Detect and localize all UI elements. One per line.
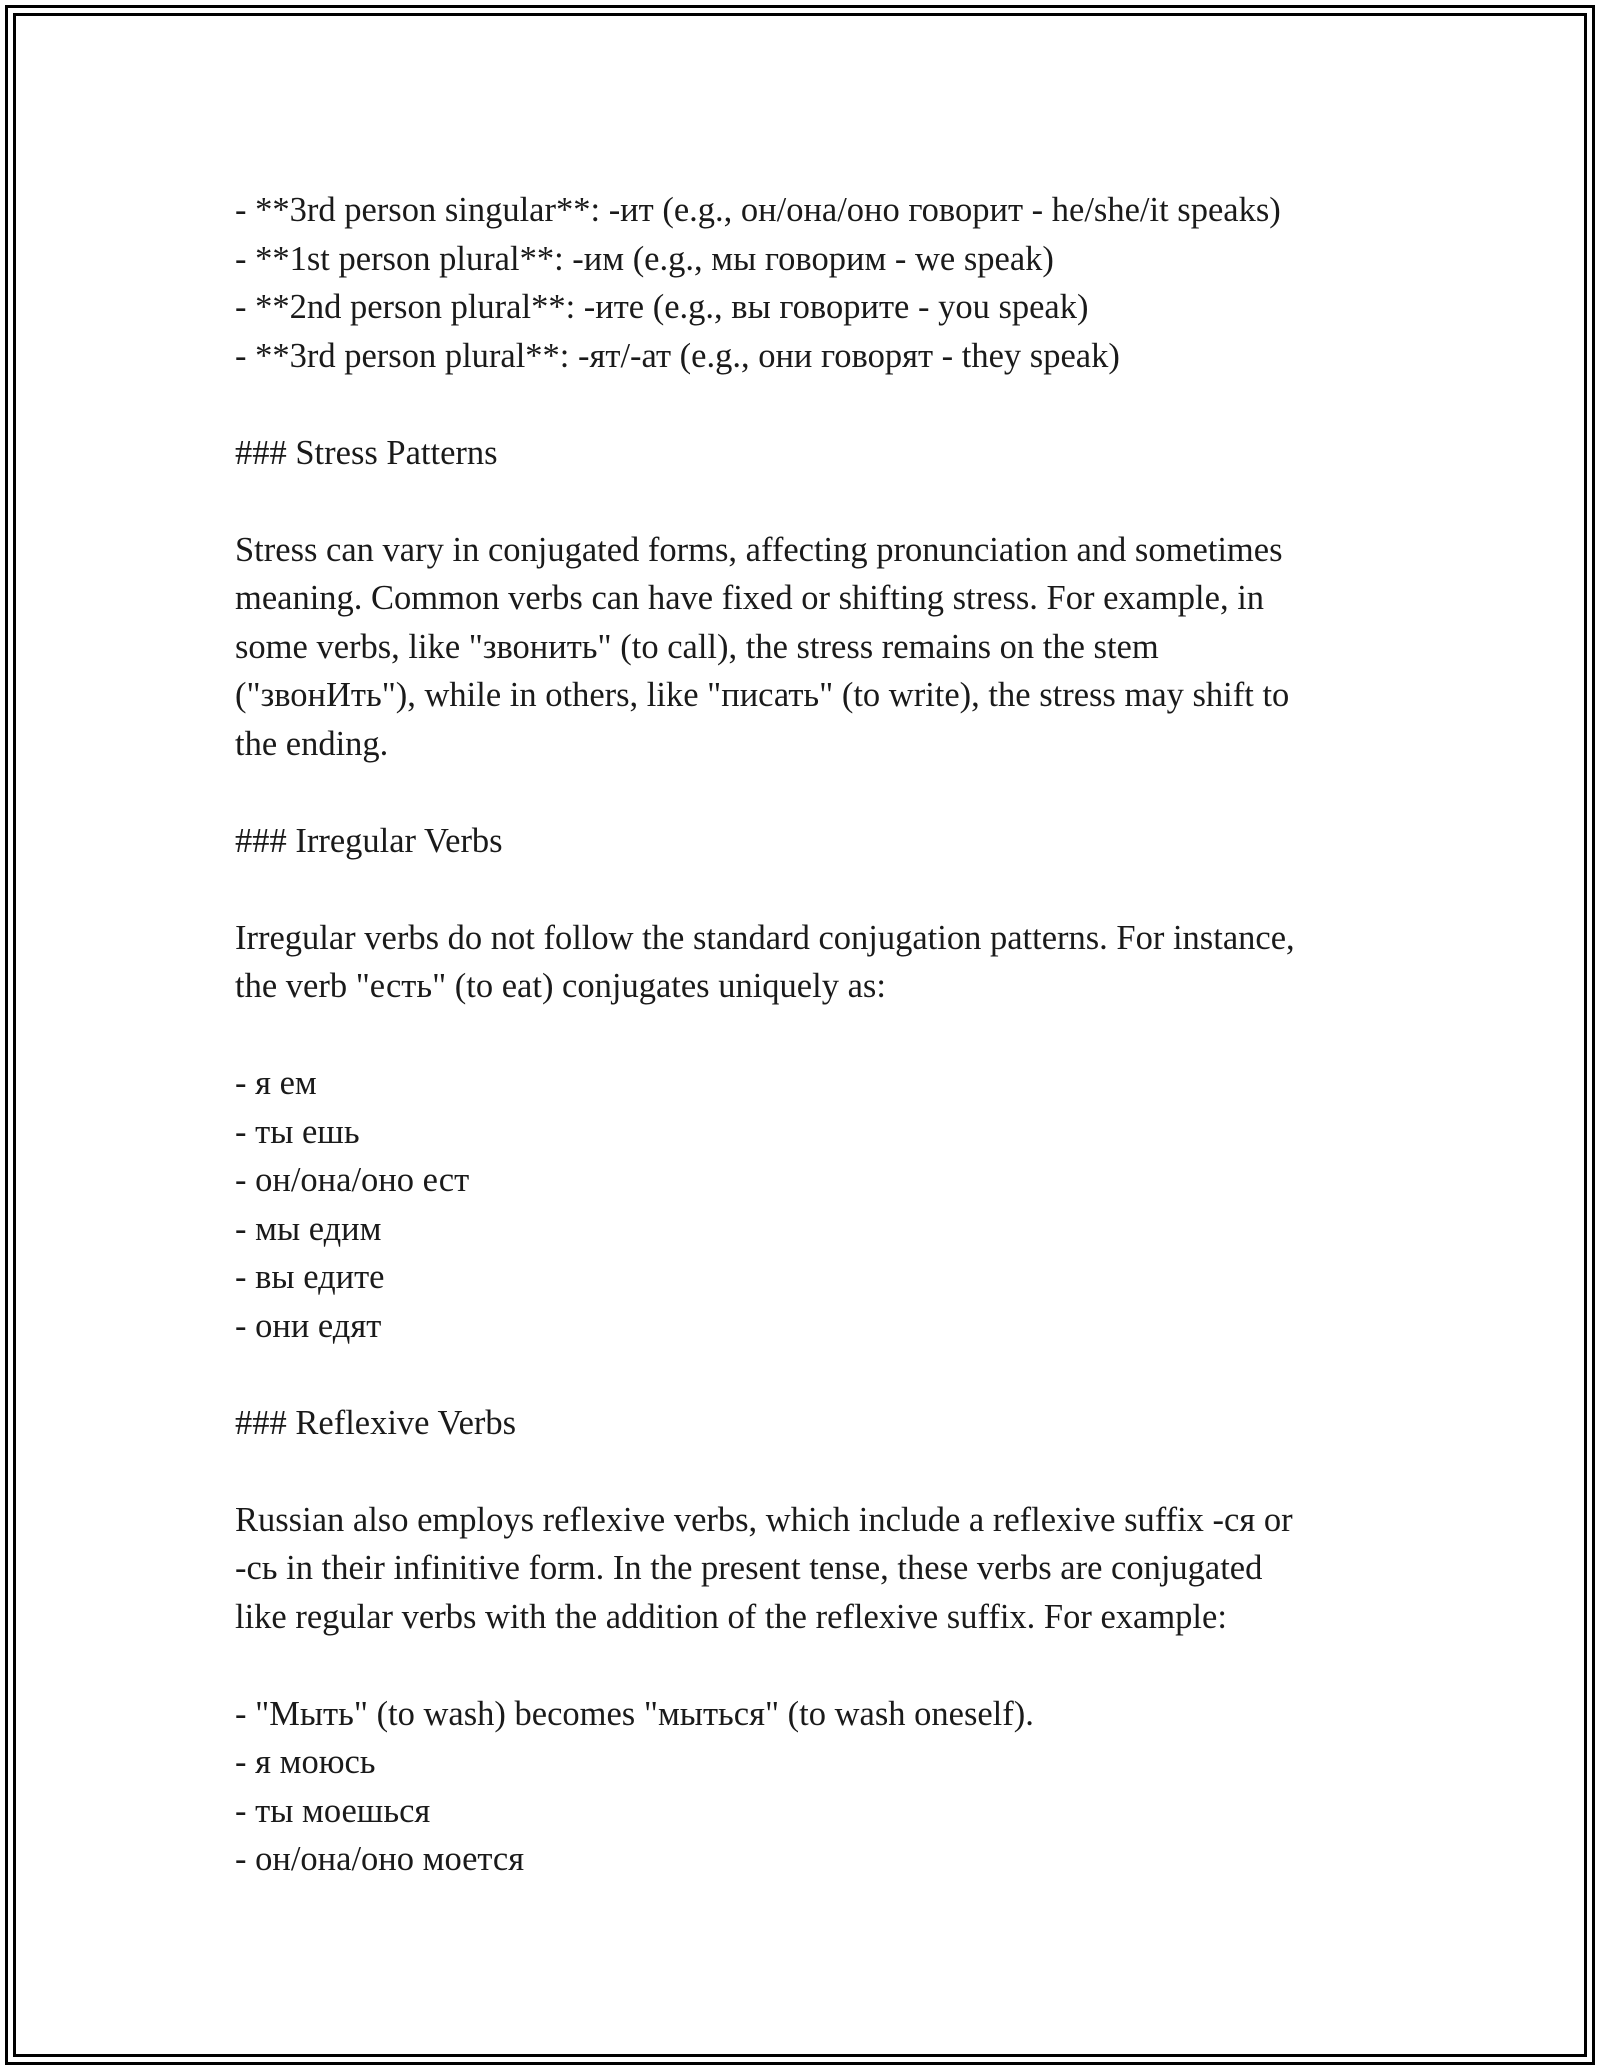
irregular-conjugation-list bbox=[235, 1059, 1375, 1350]
conjugation-endings-list bbox=[235, 186, 1375, 380]
list-item: - **3rd person singular**: -ит (e.g., он/она/оно говорит - he/she/it speaks) bbox=[235, 191, 1281, 229]
paragraph-line: Irregular verbs do not follow the standard conjugation patterns. For instance, bbox=[235, 918, 1295, 957]
paragraph-line: meaning. Common verbs can have fixed or shifting stress. For example, in bbox=[235, 579, 1265, 617]
document-body bbox=[235, 186, 1375, 1884]
paragraph-line: some verbs, like "звонить" (to call), the stress remains on the stem bbox=[235, 627, 1159, 666]
paragraph-line: -сь in their infinitive form. In the present tense, these verbs are conjugated bbox=[235, 1549, 1263, 1587]
list-item: - он/она/оно ест bbox=[235, 1161, 470, 1199]
list-item: - я моюсь bbox=[235, 1743, 376, 1781]
spacer bbox=[235, 380, 1375, 429]
spacer bbox=[235, 1011, 1375, 1060]
paragraph-line: ("звонИть"), while in others, like "писать" (to write), the stress may shift to bbox=[235, 676, 1290, 714]
list-item: - ты моешься bbox=[235, 1791, 431, 1830]
spacer bbox=[235, 477, 1375, 526]
reflexive-conjugation-list bbox=[235, 1690, 1375, 1884]
spacer bbox=[235, 768, 1375, 817]
list-item: - **1st person plural**: -им (e.g., мы говорим - we speak) bbox=[235, 239, 1054, 278]
heading-stress-patterns: ### Stress Patterns bbox=[235, 433, 498, 472]
list-item: - он/она/оно моется bbox=[235, 1840, 525, 1878]
paragraph-line: like regular verbs with the addition of the reflexive suffix. For example: bbox=[235, 1597, 1227, 1636]
paragraph-line: the ending. bbox=[235, 724, 389, 763]
list-item: - мы едим bbox=[235, 1209, 382, 1248]
paragraph-stress-patterns bbox=[235, 526, 1375, 769]
spacer bbox=[235, 1641, 1375, 1690]
list-item: - **3rd person plural**: -ят/-ат (e.g., они говорят - they speak) bbox=[235, 336, 1120, 375]
list-item: - ты ешь bbox=[235, 1112, 360, 1151]
paragraph-reflexive-verbs bbox=[235, 1496, 1375, 1642]
list-item: - "Мыть" (to wash) becomes "мыться" (to wash oneself). bbox=[235, 1694, 1034, 1733]
list-item: - они едят bbox=[235, 1306, 382, 1345]
list-item: - **2nd person plural**: -ите (e.g., вы говорите - you speak) bbox=[235, 288, 1089, 326]
list-item: - я ем bbox=[235, 1064, 317, 1102]
heading-reflexive-verbs: ### Reflexive Verbs bbox=[235, 1403, 517, 1442]
paragraph-line: Russian also employs reflexive verbs, which include a reflexive suffix -ся or bbox=[235, 1500, 1293, 1539]
spacer bbox=[235, 1350, 1375, 1399]
paragraph-line: the verb "есть" (to eat) conjugates uniquely as: bbox=[235, 967, 886, 1005]
spacer bbox=[235, 1447, 1375, 1496]
paragraph-line: Stress can vary in conjugated forms, affecting pronunciation and sometimes bbox=[235, 530, 1283, 569]
spacer bbox=[235, 865, 1375, 914]
paragraph-irregular-verbs bbox=[235, 914, 1375, 1011]
list-item: - вы едите bbox=[235, 1258, 385, 1296]
heading-irregular-verbs: ### Irregular Verbs bbox=[235, 821, 503, 860]
